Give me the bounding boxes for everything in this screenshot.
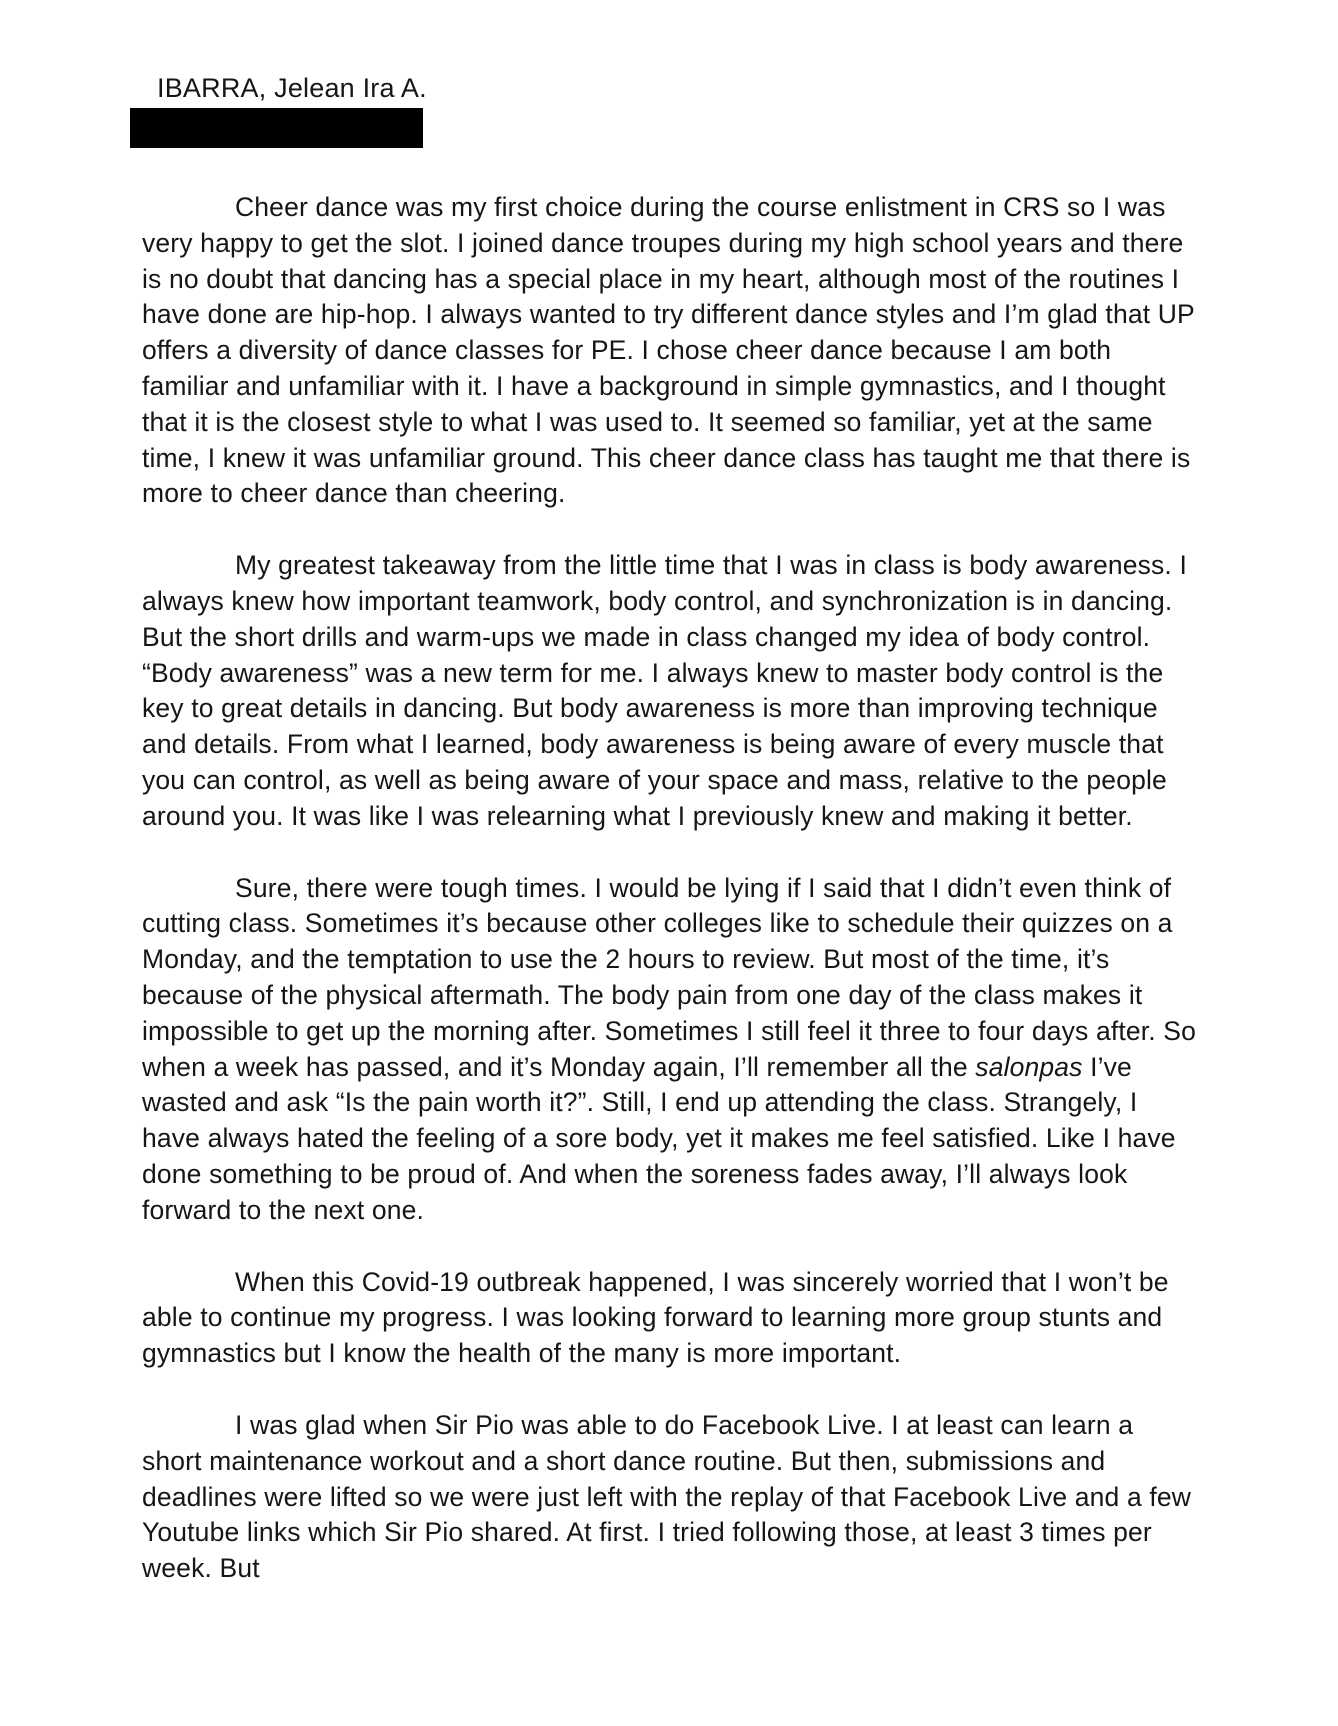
essay-body <box>142 190 1200 1587</box>
italic-term-salonpas: salonpas <box>975 1051 1083 1082</box>
essay-paragraph-1: Cheer dance was my first choice during the course enlistment in CRS so I was very happy to get the slot. I joined dance troupes during my high school years and there is no doubt that dancing has a special place in my heart, although most of the routines I have done are hip-hop. I always wanted to try different dance styles and I’m glad that UP offers a diversity of dance classes for PE. I chose cheer dance because I am both familiar and unfamiliar with it. I have a background in simple gymnastics, and I thought that it is the closest style to what I was used to. It seemed so familiar, yet at the same time, I knew it was unfamiliar ground. This cheer dance class has taught me that there is more to cheer dance than cheering. <box>142 192 1195 509</box>
student-name: IBARRA, Jelean Ira A. <box>157 73 427 103</box>
essay-paragraph-4: When this Covid-19 outbreak happened, I was sincerely worried that I won’t be able to continue my progress. I was looking forward to learning more group stunts and gymnastics but I know the health of the many is more important. <box>142 1266 1169 1369</box>
paragraph-text-segment: I’ve wasted and ask “Is the pain worth it?”. Still, I end up attending the class. Strangely, I have always hated the feeling of a sore body, yet it makes me feel satisfied. Like I have done something to be proud of. And when the soreness fades away, I’ll always look forward to the next one. <box>142 1051 1176 1225</box>
essay-paragraph-3 <box>142 871 1200 1229</box>
essay-paragraph-5: I was glad when Sir Pio was able to do Facebook Live. I at least can learn a short maintenance workout and a short dance routine. But then, submissions and deadlines were lifted so we were just left with the replay of that Facebook Live and a few Youtube links which Sir Pio shared. At first. I tried following those, at least 3 times per week. But <box>142 1409 1192 1584</box>
redaction-bar <box>130 108 423 148</box>
paragraph-text-segment: Sure, there were tough times. I would be lying if I said that I didn’t even think of cutting class. Sometimes it’s because other colleges like to schedule their quizzes on a Monday, and the temptation to use the 2 hours to review. But most of the time, it’s because of the physical aftermath. The body pain from one day of the class makes it impossible to get up the morning after. Sometimes I still feel it three to four days after. So when a week has passed, and it’s Monday again, I’ll remember all the <box>142 872 1197 1082</box>
essay-paragraph-2: My greatest takeaway from the little time that I was in class is body awareness. I always knew how important teamwork, body control, and synchronization is in dancing. But the short drills and warm-ups we made in class changed my idea of body control. “Body awareness” was a new term for me. I always knew to master body control is the key to great details in dancing. But body awareness is more than improving technique and details. From what I learned, body awareness is being aware of every muscle that you can control, as well as being aware of your space and mass, relative to the people around you. It was like I was relearning what I previously knew and making it better. <box>142 550 1187 831</box>
